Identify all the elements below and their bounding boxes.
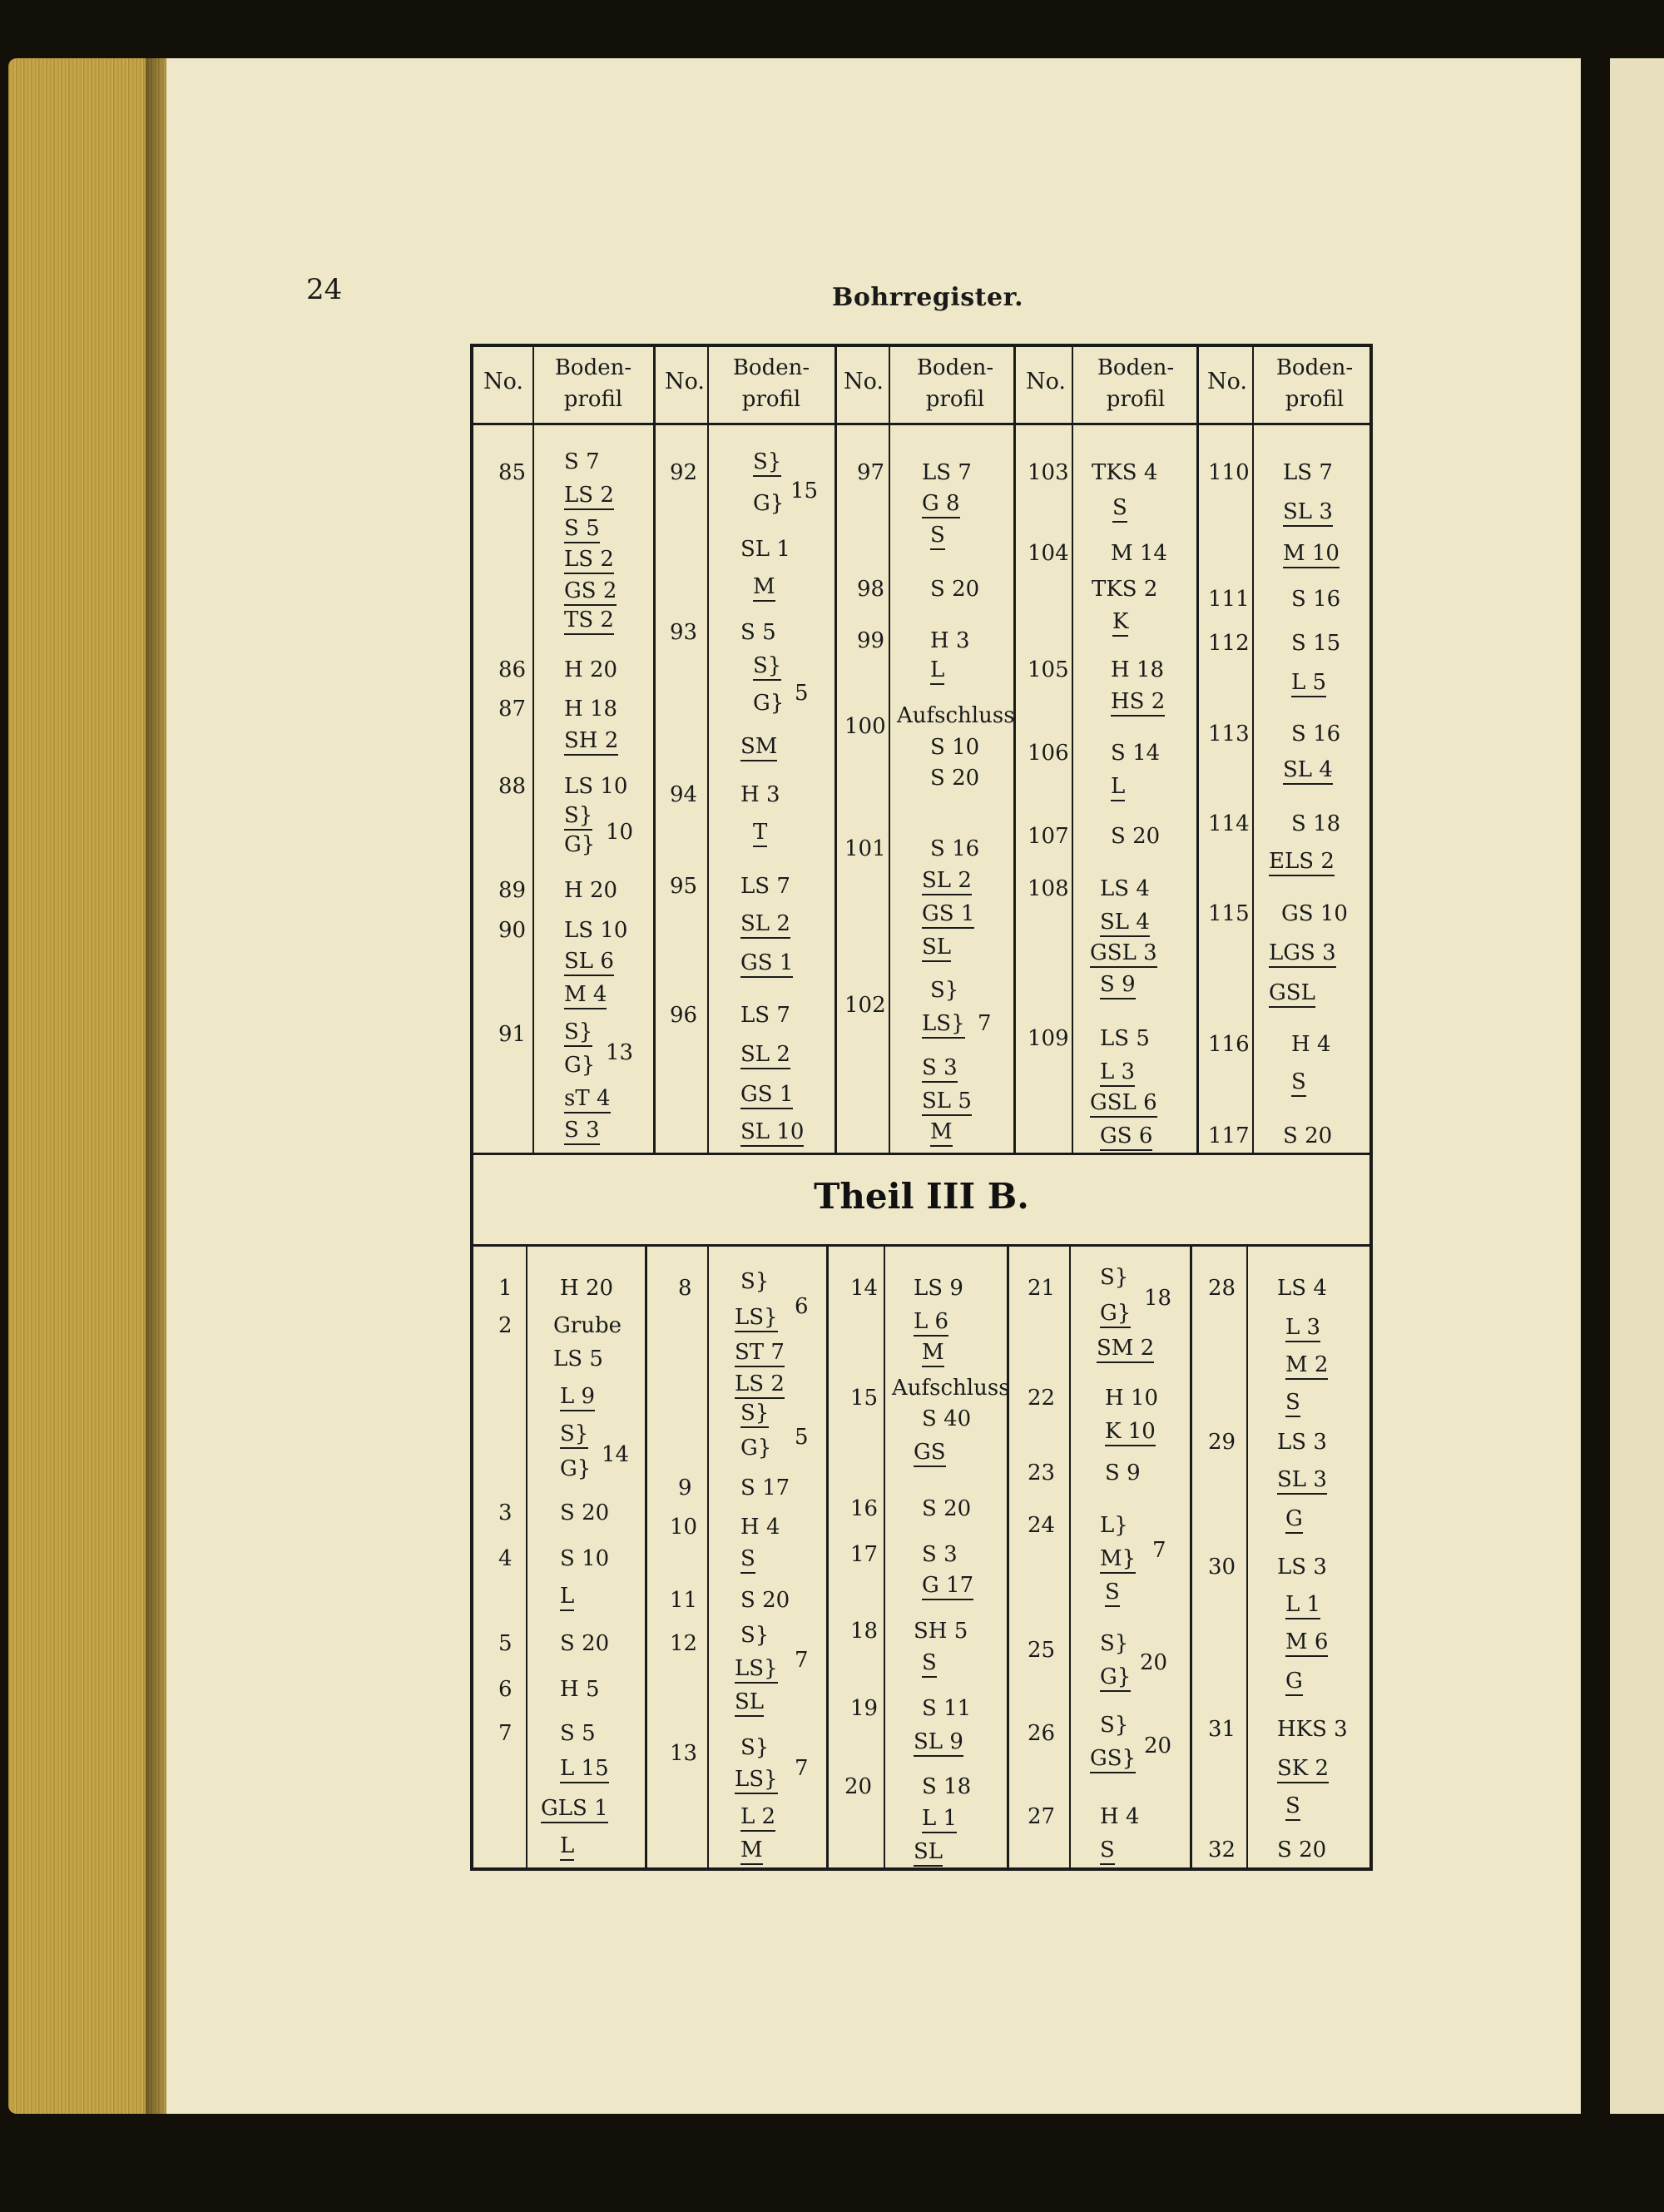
table-entry: GS 1 — [740, 950, 793, 978]
table-entry: TKS 2 — [1092, 577, 1158, 602]
table-entry: L 5 — [1291, 670, 1326, 697]
table-entry: S — [922, 1650, 937, 1678]
table-entry: 110 — [1208, 460, 1250, 485]
table-entry: 5 — [795, 1425, 809, 1450]
table-entry: S 20 — [560, 1631, 610, 1656]
table-entry: 7 — [978, 1011, 992, 1036]
table-entry: 29 — [1208, 1430, 1236, 1455]
table-entry: L 2 — [740, 1804, 775, 1832]
table-entry: LS 7 — [740, 1003, 790, 1028]
table-entry: LS 4 — [1100, 876, 1150, 901]
table-entry: S} — [1100, 1631, 1129, 1656]
table-entry: S 11 — [922, 1696, 972, 1721]
header-bodenprofil-line1: Boden- — [554, 355, 632, 380]
table-entry: G} — [753, 491, 785, 516]
table-entry: G} — [740, 1436, 772, 1461]
table-entry: LS 3 — [1277, 1430, 1327, 1455]
table-entry: S} — [930, 978, 959, 1003]
table-entry: 101 — [844, 836, 886, 861]
table-entry: L — [560, 1833, 574, 1861]
table-entry: 1 — [498, 1276, 513, 1301]
section-top-rule — [470, 1153, 1373, 1155]
table-entry: S 40 — [922, 1406, 972, 1431]
table-entry: G 17 — [922, 1573, 973, 1600]
table-entry: S — [930, 523, 945, 550]
table-entry: S 3 — [564, 1118, 600, 1145]
table-entry: S 20 — [930, 577, 980, 602]
table-entry: M — [922, 1340, 944, 1367]
table-entry: 27 — [1028, 1804, 1056, 1829]
table-entry: 14 — [602, 1442, 630, 1467]
table-entry: L} — [1100, 1513, 1128, 1538]
table-entry: S 10 — [560, 1546, 610, 1571]
table-entry: Aufschluss — [892, 1376, 1010, 1401]
table-entry: S 20 — [1111, 824, 1161, 849]
table-entry: 7 — [498, 1721, 513, 1746]
table-entry: 97 — [857, 460, 885, 485]
table-entry: LS 2 — [564, 483, 614, 510]
table-entry: 94 — [670, 782, 698, 807]
table-entry: SL 3 — [1277, 1467, 1327, 1495]
table-entry: L 1 — [1285, 1592, 1320, 1619]
table-entry: M 10 — [1283, 541, 1340, 568]
table-entry: S} — [740, 1269, 770, 1294]
column-rule — [707, 1244, 709, 1871]
table-entry: 109 — [1028, 1026, 1069, 1051]
table-entry: 19 — [850, 1696, 879, 1721]
table-entry: SL 2 — [740, 1042, 790, 1069]
table-entry: 100 — [844, 714, 886, 739]
table-entry: H 4 — [1100, 1804, 1140, 1829]
table-entry: G} — [564, 1053, 596, 1078]
header-bodenprofil-line1: Boden- — [1275, 355, 1354, 380]
table-entry: 18 — [850, 1619, 879, 1644]
table-entry: 24 — [1028, 1513, 1056, 1538]
table-entry: 7 — [795, 1756, 809, 1781]
table-entry: S 16 — [1291, 587, 1341, 612]
table-entry: S 5 — [564, 516, 600, 543]
table-entry: S 20 — [922, 1496, 972, 1521]
table-entry: 116 — [1208, 1032, 1250, 1057]
table-entry: SH 2 — [564, 728, 618, 756]
column-rule — [526, 1244, 527, 1871]
table-entry: M — [753, 574, 775, 602]
table-entry: S 20 — [1283, 1123, 1333, 1148]
table-entry: GS 2 — [564, 578, 617, 606]
column-rule — [653, 344, 656, 1153]
table-entry: Grube — [553, 1313, 622, 1338]
table-entry: SL — [922, 935, 951, 962]
table-entry: S} — [753, 449, 781, 477]
column-rule — [834, 344, 837, 1153]
table-entry: S 3 — [922, 1055, 958, 1083]
table-entry: G 8 — [922, 491, 960, 518]
table-entry: GS 1 — [922, 901, 974, 929]
table-entry: 5 — [795, 681, 809, 706]
table-entry: 7 — [1152, 1538, 1166, 1563]
table-entry: 12 — [670, 1631, 698, 1656]
facing-page-edge — [1610, 58, 1664, 2114]
table-entry: 3 — [498, 1500, 513, 1525]
table-entry: LS} — [735, 1656, 778, 1684]
table-entry: 16 — [850, 1496, 879, 1521]
table-entry: H 10 — [1105, 1386, 1159, 1411]
table-entry: L 3 — [1100, 1059, 1135, 1087]
table-entry: S 18 — [1291, 811, 1341, 836]
table-entry: G — [1285, 1506, 1303, 1534]
table-entry: S — [1285, 1390, 1300, 1417]
table-entry: 15 — [790, 479, 819, 503]
header-bodenprofil — [717, 352, 825, 415]
table-entry: GS 1 — [740, 1082, 793, 1109]
table-entry: SL 1 — [740, 537, 790, 562]
table-entry: L — [1111, 774, 1125, 801]
column-rule — [826, 1244, 829, 1871]
table-entry: TS 2 — [564, 608, 614, 635]
column-rule — [884, 1244, 885, 1871]
table-entry: 90 — [498, 918, 527, 943]
column-rule — [532, 344, 534, 1153]
table-entry: L — [930, 657, 944, 685]
table-entry: 114 — [1208, 811, 1250, 836]
table-entry: 22 — [1028, 1386, 1056, 1411]
table-entry: 86 — [498, 657, 527, 682]
table-entry: 105 — [1028, 657, 1069, 682]
table-entry: LS 7 — [740, 874, 790, 899]
table-entry: S 17 — [740, 1475, 790, 1500]
table-entry: LS 2 — [735, 1371, 785, 1399]
table-entry: GS 10 — [1281, 901, 1348, 926]
table-entry: HS 2 — [1111, 689, 1165, 717]
table-entry: S 18 — [922, 1774, 972, 1799]
table-entry: LS 7 — [922, 460, 972, 485]
table-entry: SM — [740, 734, 777, 761]
table-entry: 107 — [1028, 824, 1069, 849]
header-bodenprofil-line1: Boden- — [732, 355, 810, 380]
table-entry: 15 — [850, 1386, 879, 1411]
table-entry: SL 4 — [1283, 757, 1333, 785]
table-entry: 88 — [498, 774, 527, 799]
table-entry: G} — [1100, 1301, 1131, 1328]
header-bodenprofil-line1: Boden- — [1097, 355, 1175, 380]
table-entry: 85 — [498, 460, 527, 485]
table-entry: S 15 — [1291, 631, 1341, 656]
table-entry: 20 — [1140, 1650, 1168, 1675]
table-entry: H 20 — [564, 878, 618, 903]
table-entry: 117 — [1208, 1123, 1250, 1148]
table-entry: S 7 — [564, 449, 600, 474]
column-rule — [1007, 1244, 1009, 1871]
table-entry: 98 — [857, 577, 885, 602]
table-entry: S} — [564, 803, 592, 831]
table-entry: sT 4 — [564, 1086, 611, 1113]
table-entry: G} — [753, 691, 785, 716]
table-entry: GSL 3 — [1090, 940, 1157, 968]
table-entry: S 10 — [930, 735, 980, 760]
table-entry: 111 — [1208, 587, 1250, 612]
table-entry: S 16 — [930, 836, 980, 861]
table-entry: SK 2 — [1277, 1756, 1329, 1783]
table-entry: 26 — [1028, 1721, 1056, 1746]
table-entry: G — [1285, 1669, 1303, 1696]
table-entry: L 9 — [560, 1384, 595, 1411]
table-entry: 103 — [1028, 460, 1069, 485]
table-entry: S} — [1100, 1713, 1129, 1738]
table-entry: 5 — [498, 1631, 513, 1656]
table-entry: SH 5 — [914, 1619, 968, 1644]
table-entry: 4 — [498, 1546, 513, 1571]
table-entry: SL 6 — [564, 949, 614, 976]
table-entry: S — [740, 1546, 755, 1574]
table-entry: LGS 3 — [1269, 940, 1336, 968]
table-entry: S — [1112, 495, 1127, 523]
table-entry: S} — [560, 1421, 588, 1449]
table-entry: SL 5 — [922, 1089, 972, 1116]
table-entry: GS} — [1090, 1746, 1136, 1773]
table-entry: G} — [564, 832, 596, 857]
header-bodenprofil — [1260, 352, 1369, 415]
running-head: Bohrregister. — [832, 283, 1024, 312]
page-number: 24 — [306, 273, 343, 306]
header-bodenprofil-line2: profil — [925, 387, 985, 412]
table-entry: 17 — [850, 1542, 879, 1567]
table-entry: 106 — [1028, 741, 1069, 766]
table-entry: 11 — [670, 1588, 698, 1613]
column-rule — [889, 344, 890, 1153]
header-no: No. — [483, 369, 523, 394]
table-entry: G} — [1100, 1664, 1131, 1692]
table-entry: Aufschluss — [897, 703, 1015, 728]
table-entry: 99 — [857, 628, 885, 653]
table-entry: S — [1100, 1838, 1115, 1865]
table-entry: S} — [740, 1401, 769, 1428]
table-entry: 21 — [1028, 1276, 1056, 1301]
table-entry: 89 — [498, 878, 527, 903]
header-no: No. — [1207, 369, 1247, 394]
table-entry: 13 — [670, 1741, 698, 1766]
table-entry: SL 2 — [922, 868, 972, 895]
book-page-edges — [8, 58, 166, 2114]
table-entry: LS 9 — [914, 1276, 963, 1301]
table-entry: GS — [914, 1440, 946, 1467]
table-entry: 18 — [1144, 1286, 1172, 1311]
table-entry: 113 — [1208, 722, 1250, 746]
table-entry: SL 10 — [740, 1119, 804, 1147]
table-entry: SL 3 — [1283, 499, 1333, 527]
table-entry: TKS 4 — [1092, 460, 1158, 485]
table-entry: T — [753, 820, 767, 847]
table-entry: LS 2 — [564, 547, 614, 574]
table-entry: 96 — [670, 1003, 698, 1028]
table-entry: S — [1105, 1580, 1120, 1607]
table-entry: 20 — [1144, 1733, 1172, 1758]
table-entry: 108 — [1028, 876, 1069, 901]
table-entry: LS 3 — [1277, 1555, 1327, 1580]
header-no: No. — [665, 369, 705, 394]
table-entry: 10 — [606, 820, 634, 845]
table-entry: LS 5 — [553, 1347, 603, 1371]
table-entry: M} — [1100, 1546, 1136, 1574]
table-entry: S 16 — [1291, 722, 1341, 746]
table-entry: LS} — [735, 1767, 778, 1794]
column-rule — [1252, 344, 1254, 1153]
column-rule — [1069, 1244, 1071, 1871]
header-bodenprofil-line2: profil — [1285, 387, 1345, 412]
header-bodenprofil-line1: Boden- — [916, 355, 994, 380]
table-entry: M 14 — [1111, 541, 1167, 566]
table-entry: S} — [740, 1623, 770, 1648]
table-entry: ELS 2 — [1269, 849, 1335, 876]
table-entry: 87 — [498, 697, 527, 722]
table-entry: S} — [740, 1735, 770, 1760]
table-entry: S 14 — [1111, 741, 1161, 766]
table-entry: 9 — [678, 1475, 692, 1500]
table-entry: K 10 — [1105, 1419, 1156, 1446]
table-entry: HKS 3 — [1277, 1717, 1348, 1742]
table-entry: H 4 — [740, 1515, 780, 1540]
column-rule — [1072, 344, 1073, 1153]
table-entry: H 5 — [560, 1677, 600, 1702]
table-entry: 8 — [678, 1276, 692, 1301]
table-entry: 92 — [670, 460, 698, 485]
header-no: No. — [844, 369, 884, 394]
table-entry: 93 — [670, 620, 698, 645]
table-entry: M — [740, 1838, 763, 1865]
table-entry: 115 — [1208, 901, 1250, 926]
table-entry: 2 — [498, 1313, 513, 1338]
table-entry: S 20 — [740, 1588, 790, 1613]
table-entry: L 3 — [1285, 1315, 1320, 1342]
table-entry: 20 — [844, 1774, 873, 1799]
header-bodenprofil — [539, 352, 647, 415]
table-entry: 25 — [1028, 1638, 1056, 1663]
table-entry: S 5 — [740, 620, 776, 645]
table-entry: H 3 — [740, 782, 780, 807]
table-entry: 30 — [1208, 1555, 1236, 1580]
header-bodenprofil — [1082, 352, 1190, 415]
table-entry: 10 — [670, 1515, 698, 1540]
table-entry: L 6 — [914, 1309, 948, 1337]
table-entry: ST 7 — [735, 1340, 785, 1367]
header-bodenprofil-line2: profil — [563, 387, 623, 412]
table-entry: SL 4 — [1100, 910, 1150, 937]
table-entry: LS 7 — [1283, 460, 1333, 485]
table-entry: 23 — [1028, 1461, 1056, 1485]
table-entry: M — [930, 1119, 953, 1147]
table-entry: 112 — [1208, 631, 1250, 656]
table-entry: H 20 — [560, 1276, 614, 1301]
table-entry: H 3 — [930, 628, 970, 653]
table-entry: 31 — [1208, 1717, 1236, 1742]
header-bodenprofil-line2: profil — [741, 387, 801, 412]
column-rule — [1246, 1244, 1248, 1871]
section-bottom-rule — [470, 1244, 1373, 1247]
section-title: Theil III B. — [814, 1176, 1029, 1217]
table-entry: S 9 — [1105, 1461, 1141, 1485]
table-entry: 7 — [795, 1648, 809, 1673]
table-entry: S — [1285, 1793, 1300, 1821]
table-entry: 102 — [844, 993, 886, 1018]
column-rule — [1013, 344, 1016, 1153]
table-entry: SM 2 — [1097, 1336, 1154, 1363]
table-entry: 91 — [498, 1022, 527, 1047]
table-entry: S — [1291, 1069, 1306, 1097]
table-entry: L — [560, 1584, 574, 1611]
column-rule — [1196, 344, 1199, 1153]
table-entry: K — [1112, 609, 1128, 637]
table-entry: H 20 — [564, 657, 618, 682]
header-bodenprofil — [901, 352, 1009, 415]
table-entry: LS} — [735, 1305, 778, 1332]
table-entry: LS 4 — [1277, 1276, 1327, 1301]
header-rule — [470, 423, 1373, 425]
table-entry: SL 9 — [914, 1729, 963, 1757]
table-entry: GLS 1 — [541, 1796, 608, 1823]
table-entry: GSL — [1269, 980, 1315, 1008]
table-entry: S 3 — [922, 1542, 958, 1567]
header-bodenprofil-line2: profil — [1106, 387, 1166, 412]
table-entry: L 15 — [560, 1756, 609, 1783]
table-entry: M 2 — [1285, 1352, 1328, 1380]
table-entry: GSL 6 — [1090, 1090, 1157, 1118]
table-entry: LS 10 — [564, 774, 628, 799]
table-entry: 32 — [1208, 1838, 1236, 1862]
table-entry: SL — [914, 1839, 943, 1867]
table-entry: S} — [1100, 1265, 1129, 1290]
table-entry: S 20 — [1277, 1838, 1327, 1862]
table-entry: 95 — [670, 874, 698, 899]
table-entry: LS} — [922, 1011, 965, 1039]
table-entry: LS 5 — [1100, 1026, 1150, 1051]
table-entry: S 20 — [930, 766, 980, 791]
table-entry: 28 — [1208, 1276, 1236, 1301]
table-entry: M 6 — [1285, 1629, 1328, 1657]
table-entry: 6 — [795, 1294, 809, 1319]
table-entry: S 5 — [560, 1721, 596, 1746]
table-entry: L 1 — [922, 1806, 957, 1833]
column-rule — [645, 1244, 647, 1871]
table-entry: H 4 — [1291, 1032, 1331, 1057]
column-rule — [707, 344, 709, 1153]
table-entry: M 4 — [564, 982, 607, 1009]
table-entry: 13 — [606, 1040, 634, 1065]
table-entry: SL 2 — [740, 911, 790, 939]
column-rule — [1190, 1244, 1192, 1871]
table-entry: S 9 — [1100, 972, 1136, 999]
table-entry: 14 — [850, 1276, 879, 1301]
table-entry: SL — [735, 1689, 764, 1717]
table-entry: S} — [753, 653, 781, 681]
header-no: No. — [1026, 369, 1066, 394]
table-entry: H 18 — [564, 697, 618, 722]
table-entry: S 20 — [560, 1500, 610, 1525]
table-entry: 104 — [1028, 541, 1069, 566]
table-entry: LS 10 — [564, 918, 628, 943]
table-entry: G} — [560, 1456, 592, 1481]
table-entry: 6 — [498, 1677, 513, 1702]
table-entry: GS 6 — [1100, 1123, 1152, 1151]
table-entry: H 18 — [1111, 657, 1165, 682]
table-entry: S} — [564, 1019, 592, 1047]
